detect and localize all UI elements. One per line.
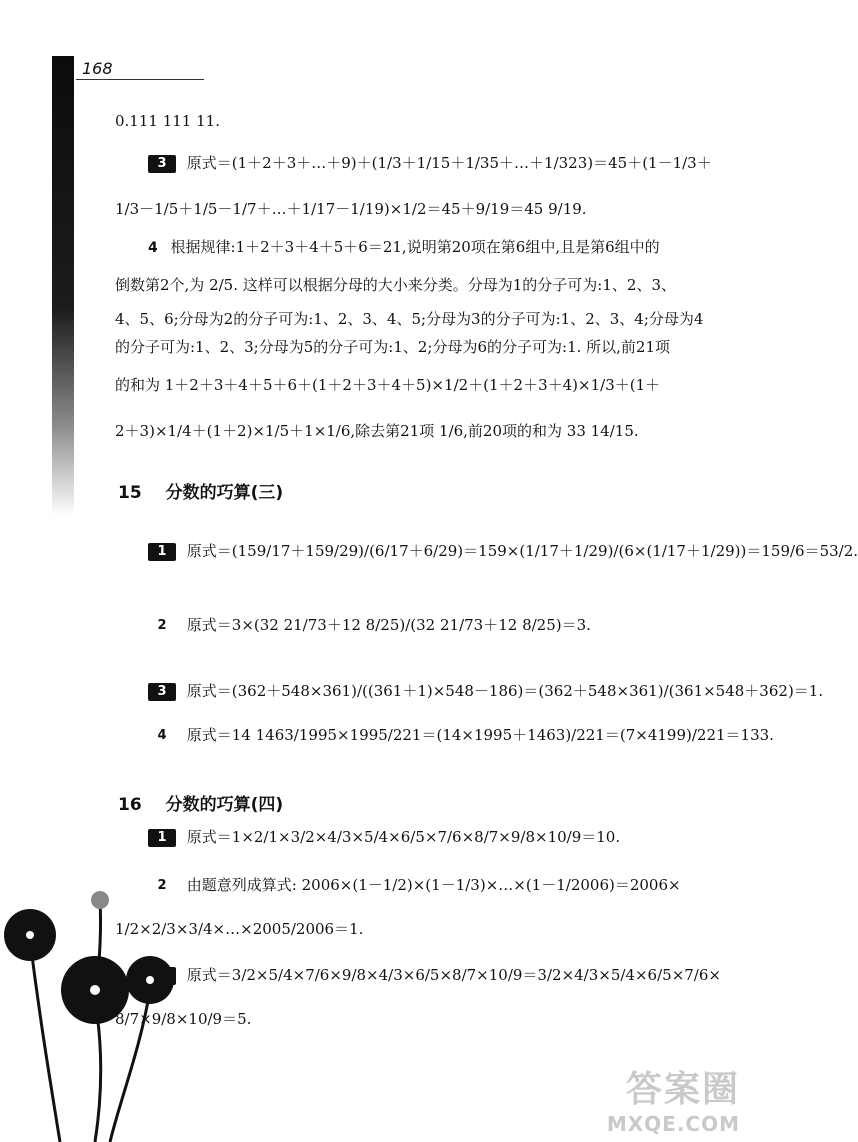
s15-item-1 [148,540,858,561]
s16-item-3-line1: 原式＝3/2×5/4×7/6×9/8×4/3×6/5×8/7×10/9＝3/2×4/3×5/4×6/5×7/6× [186,966,721,984]
page-edge-bar [52,56,74,516]
page-number: 168 [82,59,113,78]
prev-q4-text-3: 的分子可为:1、2、3;分母为5的分子可为:1、2;分母为6的分子可为:1. 所以,前21项 [115,338,671,356]
section-title: 分数的巧算(三) [165,483,284,503]
section-number: 16 [118,795,142,815]
s15-item-4-text: 原式＝14 1463/1995×1995/221＝(14×1995＋1463)/221＝(7×4199)/221＝133. [186,726,774,744]
question-badge: 2 [148,617,176,635]
prev-q4-text-0: 根据规律:1＋2＋3＋4＋5＋6＝21,说明第20项在第6组中,且是第6组中的 [170,238,660,256]
s16-item-3-line2: 8/7×9/8×10/9＝5. [115,1010,252,1028]
prev-q4-text-1: 倒数第2个,为 2/5. 这样可以根据分母的大小来分类。分母为1的分子可为:1、2、3、 [115,276,676,294]
s16-item-3 [148,964,721,985]
prev-q3-line2: 1/3－1/5＋1/5－1/7＋…＋1/17－1/19)×1/2＝45＋9/19＝45 9/19. [115,200,587,218]
s16-item-2-line1: 由题意列成算式: 2006×(1－1/2)×(1－1/3)×…×(1－1/2006)＝2006× [186,876,681,894]
s16-item-2-line2: 1/2×2/3×3/4×…×2005/2006＝1. [115,920,364,938]
s15-item-4 [148,724,774,745]
prev-q3-line1: 原式＝(1＋2＋3＋…＋9)＋(1/3＋1/15＋1/35＋…＋1/323)＝45＋(1－1/3＋ [186,154,712,172]
question-badge: 2 [148,877,176,895]
watermark-logo [607,1061,740,1136]
s15-item-3 [148,680,823,701]
s15-item-2 [148,614,591,635]
question-badge: 3 [148,155,176,173]
watermark-text: 答案圈 [625,1069,740,1110]
question-badge: 4 [148,727,176,745]
flower-illustration [0,880,230,1142]
section-number: 15 [118,483,142,503]
continuation-line: 0.111 111 11. [115,112,220,130]
watermark-url: MXQE.COM [606,1112,740,1136]
prev-q4-text-5: 2＋3)×1/4＋(1＋2)×1/5＋1×1/6,除去第21项 1/6,前20项的和为 33 14/15. [115,422,639,440]
prev-q3 [148,152,712,173]
s16-item-1-text: 原式＝1×2/1×3/2×4/3×5/4×6/5×7/6×8/7×9/8×10/9＝10. [186,828,621,846]
question-badge: 1 [148,543,176,561]
prev-q4-line1 [148,236,660,257]
question-number: 4 [148,240,158,256]
section-title: 分数的巧算(四) [165,795,284,815]
s15-item-1-text: 原式＝(159/17＋159/29)/(6/17＋6/29)＝159×(1/17＋1/29)/(6×(1/17＋1/29))＝159/6＝53/2. [186,542,858,560]
s15-item-2-text: 原式＝3×(32 21/73＋12 8/25)/(32 21/73＋12 8/25)＝3. [186,616,591,634]
question-badge: 1 [148,829,176,847]
s15-item-3-text: 原式＝(362＋548×361)/((361＋1)×548－186)＝(362＋548×361)/(361×548＋362)＝1. [186,682,824,700]
section-15-heading [118,478,283,503]
section-16-heading [118,790,283,815]
prev-q4-text-2: 4、5、6;分母为2的分子可为:1、2、3、4、5;分母为3的分子可为:1、2、3、4;分母为4 [115,310,704,328]
question-badge: 3 [148,683,176,701]
s16-item-1 [148,826,620,847]
header-rule [76,79,204,80]
prev-q4-text-4: 的和为 1＋2＋3＋4＋5＋6＋(1＋2＋3＋4＋5)×1/2＋(1＋2＋3＋4)×1/3＋(1＋ [115,376,661,394]
